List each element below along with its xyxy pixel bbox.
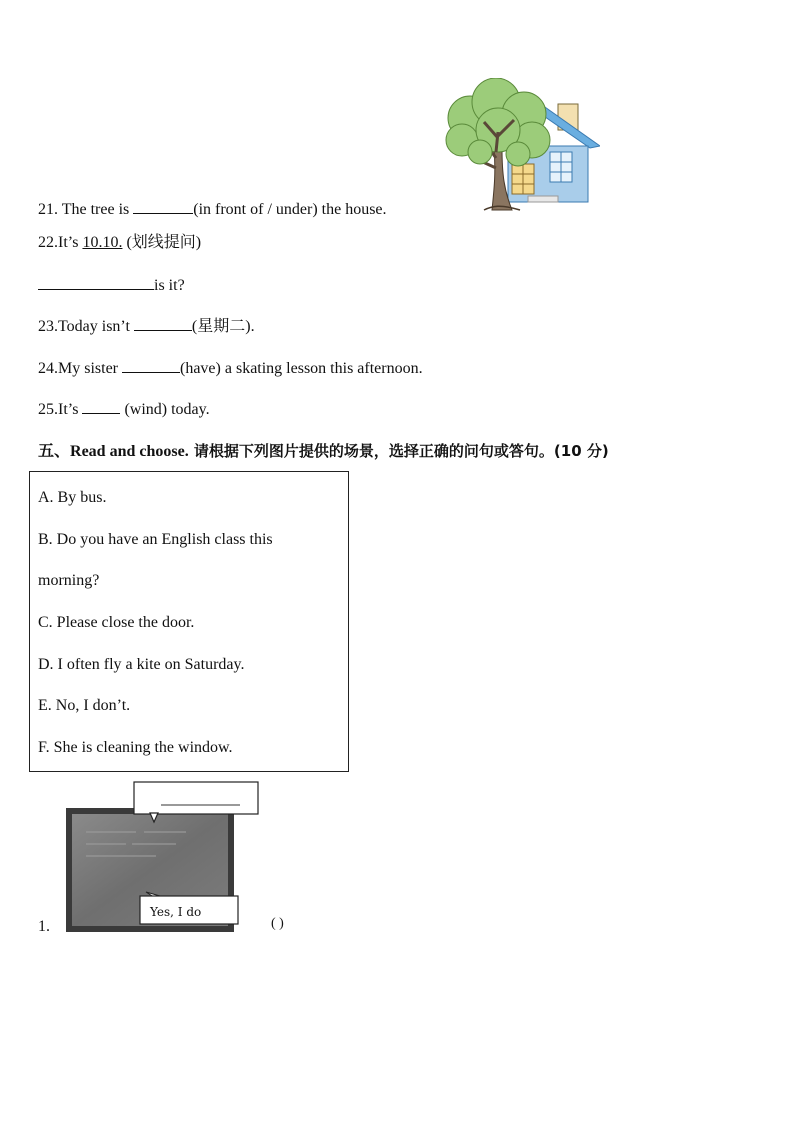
q22b-suffix: is it? (154, 277, 185, 294)
question-21 (38, 199, 387, 220)
option-f: F. She is cleaning the window. (38, 739, 233, 756)
section-5-number: 五、 (38, 443, 71, 460)
q25-blank[interactable] (82, 399, 120, 414)
q25-prefix: 25.It’s (38, 401, 83, 418)
question-23 (38, 316, 255, 337)
q21-suffix: (in front of / under) the house. (193, 201, 387, 218)
option-c: C. Please close the door. (38, 614, 195, 631)
option-b: B. Do you have an English class this (38, 531, 273, 548)
tree-house-illustration (440, 78, 600, 214)
q23-prefix: 23.Today isn’t (38, 318, 134, 335)
q24-blank[interactable] (122, 358, 180, 373)
options-box (29, 471, 349, 772)
section-5-title-cn: 请根据下列图片提供的场景，选择正确的问句或答句。(10 分) (188, 442, 609, 460)
q23-suffix: (星期二). (191, 318, 255, 335)
q23-blank[interactable] (134, 316, 192, 331)
q21-blank[interactable] (133, 199, 193, 214)
q22-prefix: 22.It’s (38, 234, 83, 251)
item-1-answer-paren[interactable]: ( ) (271, 916, 284, 931)
question-22-answer-line (38, 275, 185, 296)
q22-underlined-time: 10.10. (82, 234, 123, 251)
option-d: D. I often fly a kite on Saturday. (38, 656, 245, 673)
question-22 (38, 233, 201, 253)
option-b-continued: morning? (38, 572, 100, 589)
q22-suffix: (划线提问) (122, 234, 202, 251)
q25-suffix: (wind) today. (120, 401, 210, 418)
q24-prefix: 24.My sister (38, 360, 122, 377)
section-5-heading (38, 441, 609, 462)
q24-suffix: (have) a skating lesson this afternoon. (180, 360, 423, 377)
item-1-number: 1. (38, 918, 50, 935)
section-5-title-en: Read and choose. (70, 443, 189, 460)
q21-prefix: 21. The tree is (38, 201, 134, 218)
question-25 (38, 399, 210, 420)
question-24 (38, 358, 423, 379)
option-a: A. By bus. (38, 489, 107, 506)
q22-blank[interactable] (38, 275, 154, 290)
bubble-answer-text: Yes, I do (150, 905, 202, 919)
option-e: E. No, I don’t. (38, 697, 131, 714)
